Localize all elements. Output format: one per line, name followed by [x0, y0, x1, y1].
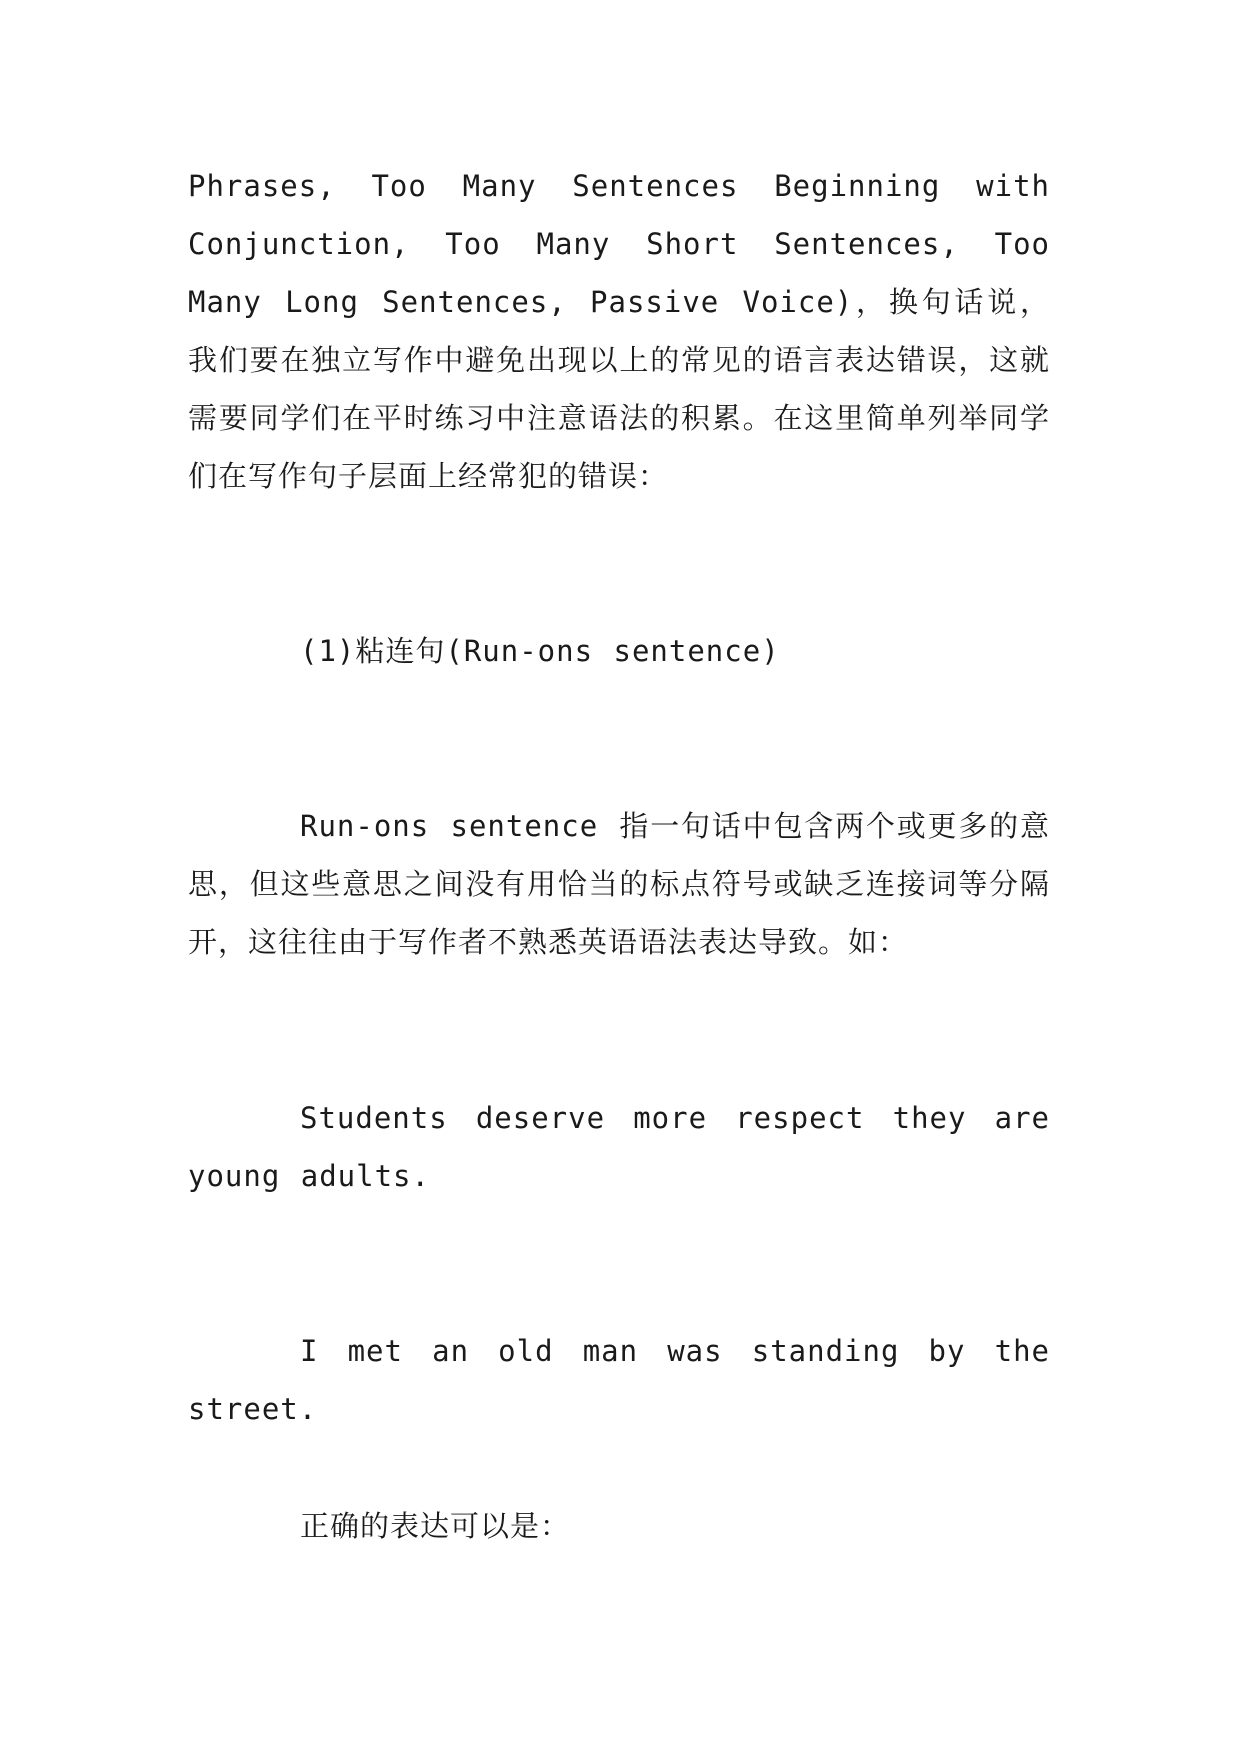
paragraph-run-ons-definition: Run-ons sentence 指一句话中包含两个或更多的意思，但这些意思之间没有用恰当的标点符号或缺乏连接词等分隔开，这往往由于写作者不熟悉英语语法表达导致。如：	[188, 809, 1050, 959]
example-sentence-1: Students deserve more respect they are young adults.	[188, 1101, 1050, 1193]
heading-run-ons-sentence: (1)粘连句(Run-ons sentence)	[300, 634, 780, 668]
example-sentence-2: I met an old man was standing by the street.	[188, 1334, 1050, 1426]
paragraph-correct-expression: 正确的表达可以是：	[300, 1509, 571, 1543]
paragraph-grammar-errors-intro: Phrases, Too Many Sentences Beginning with Conjunction, Too Many Short Sentences, Too Many Long Sentences, Passive Voice)，换句话说，我们要在独立写作中避免出现以上的常见的语言表达错误，这就需要同学们在平时练习中注意语法的积累。在这里简单列举同学们在写作句子层面上经常犯的错误：	[188, 169, 1050, 493]
